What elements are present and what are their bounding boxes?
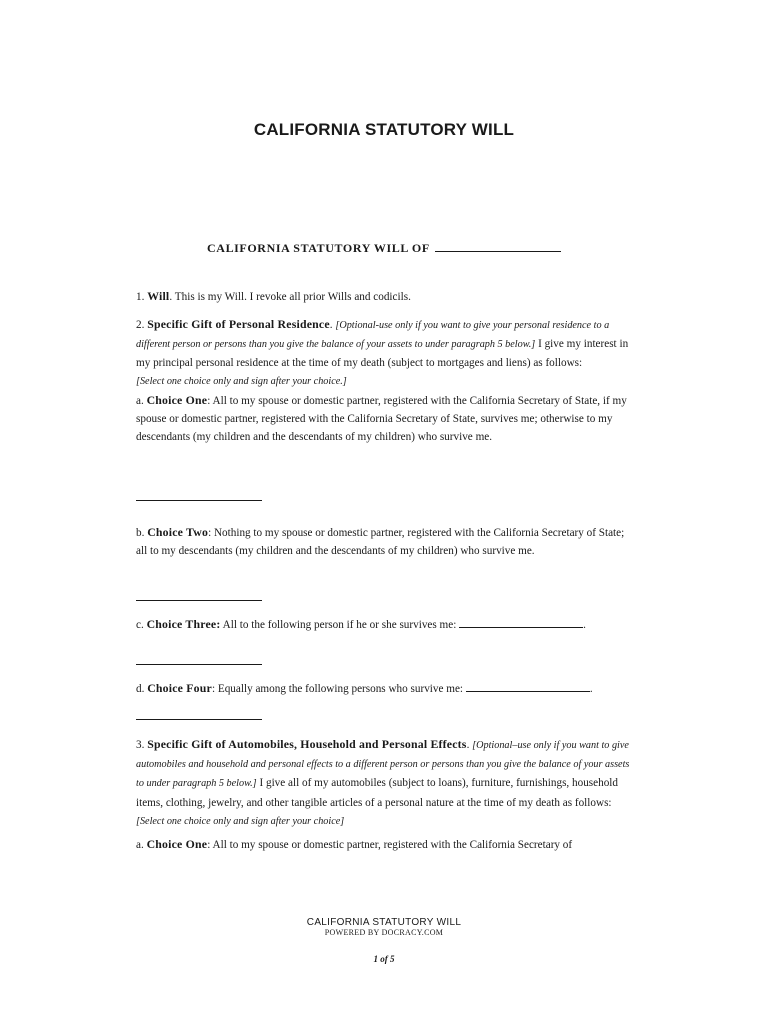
footer-powered-by[interactable]: POWERED BY DOCRACY.COM <box>324 928 444 937</box>
section-1-text: . This is my Will. I revoke all prior Wills and codicils. <box>169 291 411 303</box>
choice-b-signature-line[interactable] <box>136 600 262 601</box>
section-3-choice-a <box>136 835 636 854</box>
choice-c-person-blank[interactable] <box>459 617 583 628</box>
document-title: CALIFORNIA STATUTORY WILL <box>253 120 515 139</box>
section-2-separator: . <box>329 319 336 331</box>
section-3-instruction: [Select one choice only and sign after your choice] <box>136 815 345 827</box>
page-footer <box>0 917 768 937</box>
choice-b-heading: Choice Two <box>147 525 209 539</box>
choice-c <box>136 615 636 634</box>
section-3-separator: . <box>466 739 473 751</box>
section-1-number: 1. <box>136 291 145 303</box>
section-3-choice-a-heading: Choice One <box>146 837 208 851</box>
section-2-instruction: [Select one choice only and sign after your choice.] <box>136 375 347 387</box>
testator-name-blank <box>435 241 561 252</box>
section-3-heading: Specific Gift of Automobiles, Household and Personal Effects <box>147 737 467 751</box>
will-of-heading <box>0 241 768 256</box>
section-2-text: I give my interest in my principal personal residence at the time of my death (subject to mortgages and liens) as follows: <box>136 338 629 370</box>
section-2-number: 2. <box>136 319 145 331</box>
section-3-choice-a-text: : All to my spouse or domestic partner, registered with the California Secretary of <box>207 839 573 851</box>
choice-d-signature-line[interactable] <box>136 719 262 720</box>
choice-a-text: : All to my spouse or domestic partner, registered with the California Secretary of State, if my spouse or domestic partner, registered with the California Secretary of State, survives me; otherwise to my descendants (my children and the descendants of my children) who survive me. <box>136 394 627 444</box>
choice-d-end: . <box>589 683 593 695</box>
section-3-choice-a-letter: a. <box>136 839 144 851</box>
choice-c-heading: Choice Three: <box>146 617 221 631</box>
choice-d-text: : Equally among the following persons who survive me: <box>211 683 466 695</box>
section-3-text: I give all of my automobiles (subject to loans), furniture, furnishings, household items, clothing, jewelry, and other tangible articles of a personal nature at the time of my death as follows: <box>136 777 619 809</box>
will-of-heading-text: CALIFORNIA STATUTORY WILL OF <box>207 241 430 255</box>
choice-c-signature-line[interactable] <box>136 664 262 665</box>
page-number: 1 of 5 <box>373 954 395 964</box>
section-2-heading: Specific Gift of Personal Residence <box>147 317 330 331</box>
section-3 <box>136 735 636 831</box>
choice-d-persons-blank[interactable] <box>466 681 590 692</box>
choice-b-text: : Nothing to my spouse or domestic partner, registered with the California Secretary of State; all to my descendants (my children and the descendants of my children) who survive me. <box>136 527 625 558</box>
choice-d-letter: d. <box>136 683 145 695</box>
choice-a-signature-line[interactable] <box>136 500 262 501</box>
section-2-optional-note: [Optional-use only if you want to give your personal residence to a different person or persons than you give the balance of your assets to under paragraph 5 below.] <box>136 320 610 351</box>
choice-c-text: All to the following person if he or she survives me: <box>220 619 460 631</box>
choice-b <box>136 523 636 560</box>
section-1-heading: Will <box>147 289 170 303</box>
choice-a-letter: a. <box>136 394 144 407</box>
footer-title: CALIFORNIA STATUTORY WILL <box>306 917 462 928</box>
section-1 <box>136 287 636 306</box>
choice-d <box>136 679 636 698</box>
section-2 <box>136 315 636 446</box>
section-3-optional-note: [Optional–use only if you want to give automobiles and household and personal effects to a different person or persons than you give the balance of your assets to under paragraph 5 below.] <box>136 740 630 790</box>
choice-c-end: . <box>583 619 586 631</box>
choice-b-letter: b. <box>136 527 145 539</box>
choice-d-heading: Choice Four <box>147 681 212 695</box>
choice-a-heading: Choice One <box>146 392 208 407</box>
choice-c-letter: c. <box>136 619 144 631</box>
section-3-number: 3. <box>136 739 145 751</box>
